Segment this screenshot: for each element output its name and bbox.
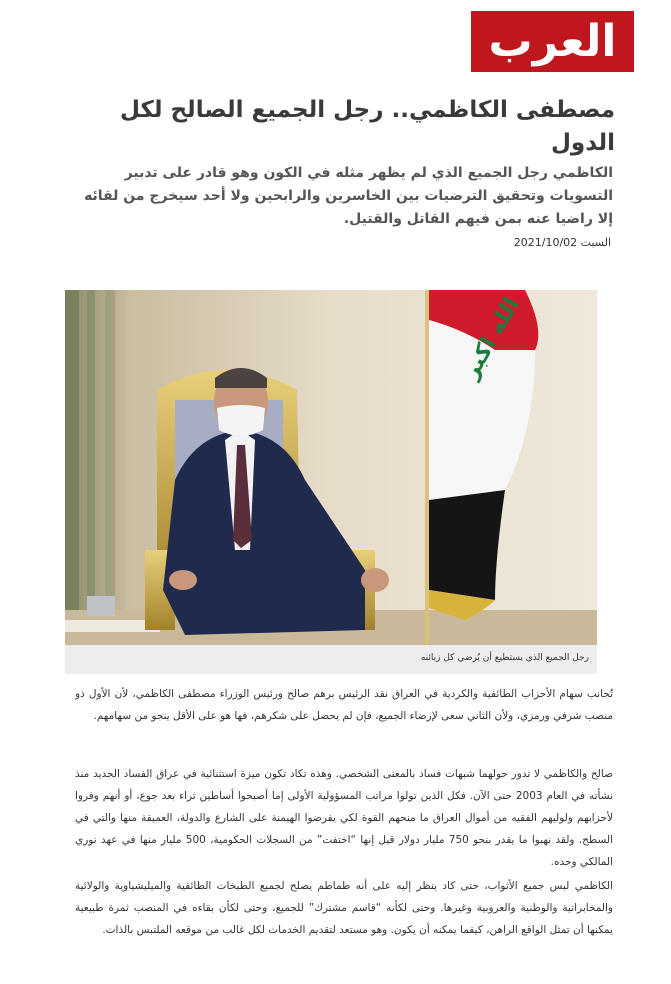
paragraph-2: صالح والكاظمي لا تدور حولهما شبهات فساد بالمعنى الشخصي. وهذه تكاد تكون ميزة استثنائية في عراق الفساد الجديد منذ نشأته في العام 2003 حتى الآن. فكل الذين تولوا مراتب المسؤولية الأولى إما أصبحوا أساطين ثراء بعد جوع، أو أنهم وفروا لأحزابهم ولوليهم الفقيه من أموال العراق ما منحهم القوة لكي يفرضوا الهيمنة على الشارع والدولة، العميقة منها والتي في السطح. ولقد نهبوا ما يقدر بنحو 750 مليار دولار قيل إنها “اختفت” من السجلات الحكومية، 500 مليار منها في عهد نوري المالكي وحده. [75,768,613,868]
paragraph-1: تُجانب سهام الأحزاب الطائفية والكردية في العراق نقد الرئيس برهم صالح ورئيس الوزراء مصطفى الكاظمي، لأن الأول ذو منصب شرفي ورمزي، ولأن الثاني سعى لإرضاء الجميع، فإن لم يحصل على شكرهم، فها هو على الأقل ينجو من سهامهم. [75,688,613,722]
article-photo-illustration [65,290,597,645]
image-caption-text: رجل الجميع الذي يستطيع أن يُرضي كل زبائنه [420,653,589,663]
image-caption [65,645,597,674]
publish-date: السبت 2021/10/02 [513,236,611,249]
article-lead: الكاظمي رجل الجميع الذي لم يظهر مثله في الكون وهو قادر على تدبير التسويات وتحقيق الترضيات بين الخاسرين والرابحين ولا أحد سيخرج من لقائه إلا راضيا عنه بمن فيهم القاتل والقتيل. [84,165,613,227]
article-title: مصطفى الكاظمي.. رجل الجميع الصالح لكل الدول [119,97,615,156]
article-image [65,290,597,645]
paragraph-3: الكاظمي لبس جميع الأثواب، حتى كاد ينظر إليه على أنه طماطم يصلح لجميع الطبخات الطائفية والميليشياوية والولائية والمخابراتية والوطنية والعروبية وغيرها. وحتى لكأنه “قاسم مشترك” للجميع، وحتى لكأن بقاءه في المنصب ثمرة طبيعية يمكنها أن تمثل الواقع الراهن، كيفما يمكنه أن يكون. وهو مستعد لتقديم الخدمات لكل غالب من موقعه الملتبس بالذات. [75,880,613,936]
site-logo[interactable]: العرب [471,11,634,72]
flag-emblem-text: الله اكبر [458,293,525,383]
